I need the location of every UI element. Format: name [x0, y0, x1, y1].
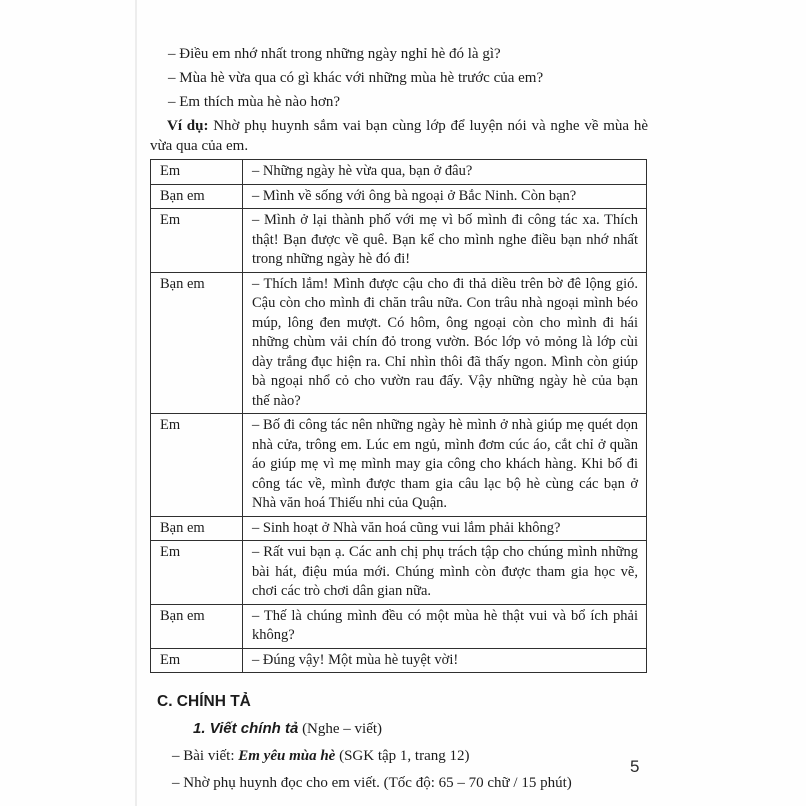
- page-edge-shadow: [135, 0, 137, 806]
- table-row: [151, 272, 647, 414]
- page-number: 5: [630, 757, 640, 776]
- dialogue-cell: – Mình về sống với ông bà ngoại ở Bắc Ninh. Còn bạn?: [243, 184, 647, 209]
- dialogue-table: [150, 159, 647, 673]
- section-heading: C. CHÍNH TẢ: [157, 693, 251, 710]
- table-row: [151, 516, 647, 541]
- question-line: – Mùa hè vừa qua có gì khác với những mùa hè trước của em?: [168, 70, 544, 86]
- dialogue-cell: – Thích lắm! Mình được cậu cho đi thả diều trên bờ đê lộng gió. Cậu còn cho mình đi chăn trâu nữa. Con trâu nhà ngoại mình béo múp, lông đen mượt. Có hôm, ông ngoại còn cho mình đi hái những chùm vải chín đỏ trong vườn. Bóc lớp vỏ mỏng là lớp cùi dày trắng đục hiện ra. Chỉ nhìn thôi đã thấy ngon. Mình còn giúp bà ngoại nhổ cỏ cho vườn rau đấy. Vậy những ngày hè của bạn thế nào?: [243, 272, 647, 414]
- example-paragraph: [150, 116, 648, 156]
- baiviet-title: Em yêu mùa hè: [238, 748, 336, 764]
- dialogue-cell: – Đúng vậy! Một mùa hè tuyệt vời!: [243, 648, 647, 673]
- speaker-cell: Em: [151, 209, 243, 273]
- dialogue-cell: – Những ngày hè vừa qua, bạn ở đâu?: [243, 160, 647, 185]
- table-row: [151, 160, 647, 185]
- subsection-title-rest: (Nghe – viết): [298, 721, 383, 737]
- subsection-title: [193, 715, 648, 743]
- instruction-line: – Nhờ phụ huynh đọc cho em viết. (Tốc độ: 65 – 70 chữ / 15 phút): [172, 775, 572, 791]
- example-text: Nhờ phụ huynh sắm vai bạn cùng lớp để luyện nói và nghe về mùa hè vừa qua của em.: [150, 118, 648, 154]
- speaker-cell: Bạn em: [151, 272, 243, 414]
- table-row: [151, 209, 647, 273]
- speaker-cell: Em: [151, 414, 243, 517]
- section-chinh-ta: [150, 688, 648, 797]
- speaker-cell: Em: [151, 541, 243, 605]
- baiviet-prefix: – Bài viết:: [172, 748, 239, 764]
- dialogue-cell: – Mình ở lại thành phố với mẹ vì bố mình đi công tác xa. Thích thật! Bạn được về quê. Bạn kể cho mình nghe điều bạn nhớ nhất trong những ngày hè đó đi!: [243, 209, 647, 273]
- speaker-cell: Em: [151, 160, 243, 185]
- speaker-cell: Bạn em: [151, 604, 243, 648]
- dialogue-cell: – Sinh hoạt ở Nhà văn hoá cũng vui lắm phải không?: [243, 516, 647, 541]
- baiviet-line: [172, 743, 648, 770]
- table-row: [151, 648, 647, 673]
- subsection-title-bold: 1. Viết chính tả: [193, 720, 299, 737]
- page-content: [150, 42, 648, 797]
- baiviet-suffix: (SGK tập 1, trang 12): [335, 748, 470, 764]
- speaker-cell: Em: [151, 648, 243, 673]
- example-label: Ví dụ:: [167, 118, 209, 134]
- dialogue-cell: – Bố đi công tác nên những ngày hè mình ở nhà giúp mẹ quét dọn nhà cửa, trông em. Lúc em ngủ, mình đơm cúc áo, cắt chỉ ở quần áo giúp mẹ vì mẹ mình may gia công cho khách hàng. Khi bố đi công tác về, mình được tham gia câu lạc bộ hè cùng các bạn ở Nhà văn hoá Thiếu nhi của Quận.: [243, 414, 647, 517]
- table-row: [151, 541, 647, 605]
- intro-question-list: [150, 42, 648, 114]
- dialogue-cell: – Rất vui bạn ạ. Các anh chị phụ trách tập cho chúng mình những bài hát, điệu múa mới. Chúng mình còn được tham gia học vẽ, chơi các trò chơi dân gian nữa.: [243, 541, 647, 605]
- table-row: [151, 414, 647, 517]
- table-row: [151, 184, 647, 209]
- speaker-cell: Bạn em: [151, 516, 243, 541]
- dialogue-cell: – Thế là chúng mình đều có một mùa hè thật vui và bổ ích phải không?: [243, 604, 647, 648]
- question-line: – Điều em nhớ nhất trong những ngày nghỉ hè đó là gì?: [168, 46, 501, 62]
- table-row: [151, 604, 647, 648]
- question-line: – Em thích mùa hè nào hơn?: [168, 94, 341, 110]
- speaker-cell: Bạn em: [151, 184, 243, 209]
